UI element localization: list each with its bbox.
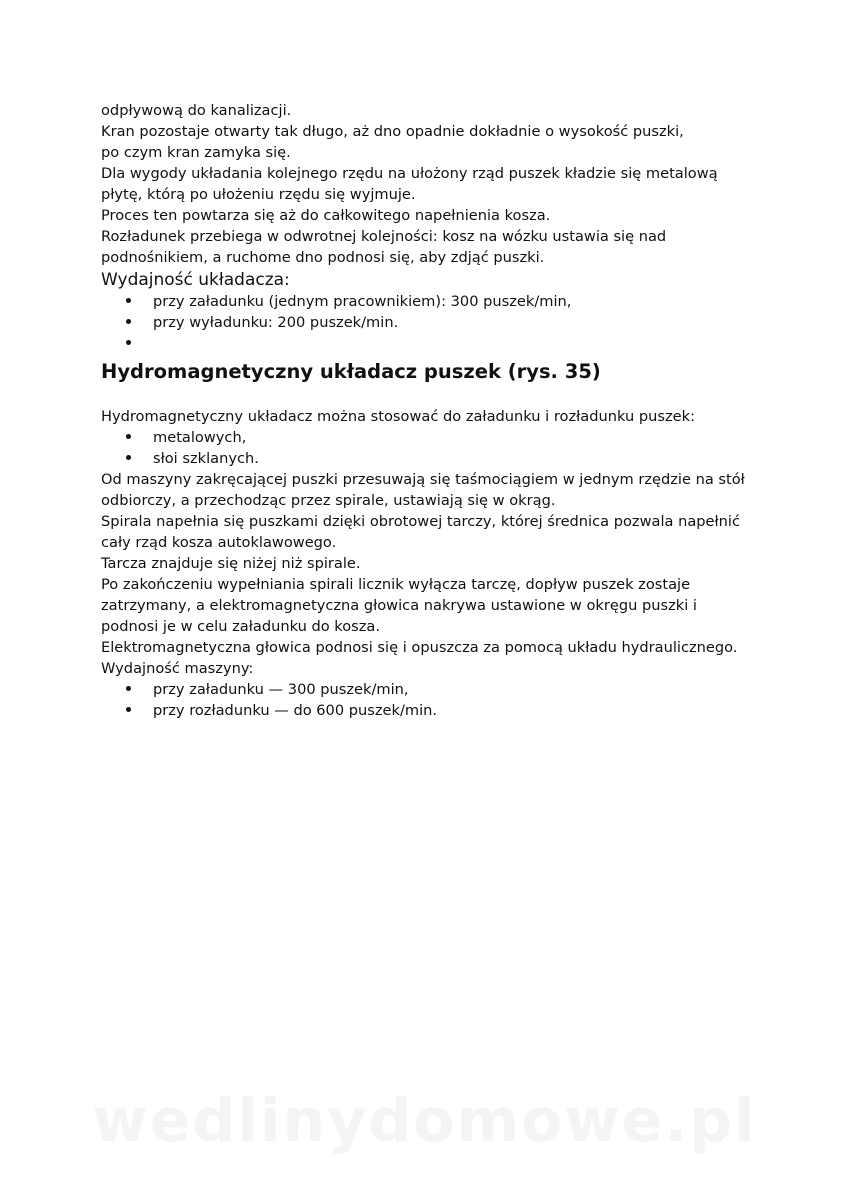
bullet-icon xyxy=(126,340,131,345)
bullet-list-wydajnosc-maszyny xyxy=(101,679,751,721)
bullet-icon xyxy=(126,455,131,460)
list-item xyxy=(101,679,751,700)
list-item-text: słoi szklanych. xyxy=(153,450,259,467)
page-content xyxy=(101,100,751,721)
paragraph-line: Od maszyny zakręcającej puszki przesuwają się taśmociągiem w jednym rzędzie na stół xyxy=(101,471,745,488)
paragraph-line: Dla wygody układania kolejnego rzędu na ułożony rząd puszek kładzie się metalową xyxy=(101,165,718,182)
section-heading: Hydromagnetyczny układacz puszek (rys. 35) xyxy=(101,360,601,383)
bullet-icon xyxy=(126,319,131,324)
paragraph-line: Proces ten powtarza się aż do całkowitego napełnienia kosza. xyxy=(101,207,551,224)
list-item-text: przy wyładunku: 200 puszek/min. xyxy=(153,314,399,331)
list-item xyxy=(101,700,751,721)
paragraph-line: odpływową do kanalizacji. xyxy=(101,102,292,119)
list-item xyxy=(101,312,751,333)
bullet-icon xyxy=(126,686,131,691)
list-item-empty xyxy=(101,333,751,354)
bullet-icon xyxy=(126,707,131,712)
bullet-icon xyxy=(126,434,131,439)
list-item-text: przy załadunku — 300 puszek/min, xyxy=(153,681,409,698)
paragraph-line: Spirala napełnia się puszkami dzięki obrotowej tarczy, której średnica pozwala napełnić xyxy=(101,513,740,530)
subheading-wydajnosc-ukladacza: Wydajność układacza: xyxy=(101,270,290,290)
bullet-list-wydajnosc xyxy=(101,291,751,354)
watermark: wedlinydomowe.pl xyxy=(92,1086,757,1156)
list-item-text: przy rozładunku — do 600 puszek/min. xyxy=(153,702,438,719)
paragraph-line: Tarcza znajduje się niżej niż spirale. xyxy=(101,555,361,572)
paragraph-line: po czym kran zamyka się. xyxy=(101,144,291,161)
paragraph-line: zatrzymany, a elektromagnetyczna głowica nakrywa ustawione w okręgu puszki i xyxy=(101,597,697,614)
intro-line: Hydromagnetyczny układacz można stosować do załadunku i rozładunku puszek: xyxy=(101,408,695,425)
paragraph-line: Kran pozostaje otwarty tak długo, aż dno opadnie dokładnie o wysokość puszki, xyxy=(101,123,684,140)
paragraph-line: Elektromagnetyczna głowica podnosi się i opuszcza za pomocą układu hydraulicznego. xyxy=(101,639,738,656)
paragraph-line: odbiorczy, a przechodząc przez spirale, ustawiają się w okrąg. xyxy=(101,492,556,509)
list-item xyxy=(101,291,751,312)
paragraph-line: Po zakończeniu wypełniania spirali licznik wyłącza tarczę, dopływ puszek zostaje xyxy=(101,576,691,593)
bullet-list-materials xyxy=(101,427,751,469)
paragraph-line: Wydajność maszyny: xyxy=(101,660,254,677)
paragraph-line: Rozładunek przebiega w odwrotnej kolejności: kosz na wózku ustawia się nad xyxy=(101,228,667,245)
list-item-text: metalowych, xyxy=(153,429,247,446)
list-item-text: przy załadunku (jednym pracownikiem): 300 puszek/min, xyxy=(153,293,572,310)
bullet-icon xyxy=(126,298,131,303)
paragraph-line: płytę, którą po ułożeniu rzędu się wyjmuje. xyxy=(101,186,416,203)
paragraph-line: podnośnikiem, a ruchome dno podnosi się, aby zdjąć puszki. xyxy=(101,249,545,266)
paragraph-line: podnosi je w celu załadunku do kosza. xyxy=(101,618,381,635)
paragraph-line: cały rząd kosza autoklawowego. xyxy=(101,534,337,551)
list-item xyxy=(101,448,751,469)
list-item xyxy=(101,427,751,448)
